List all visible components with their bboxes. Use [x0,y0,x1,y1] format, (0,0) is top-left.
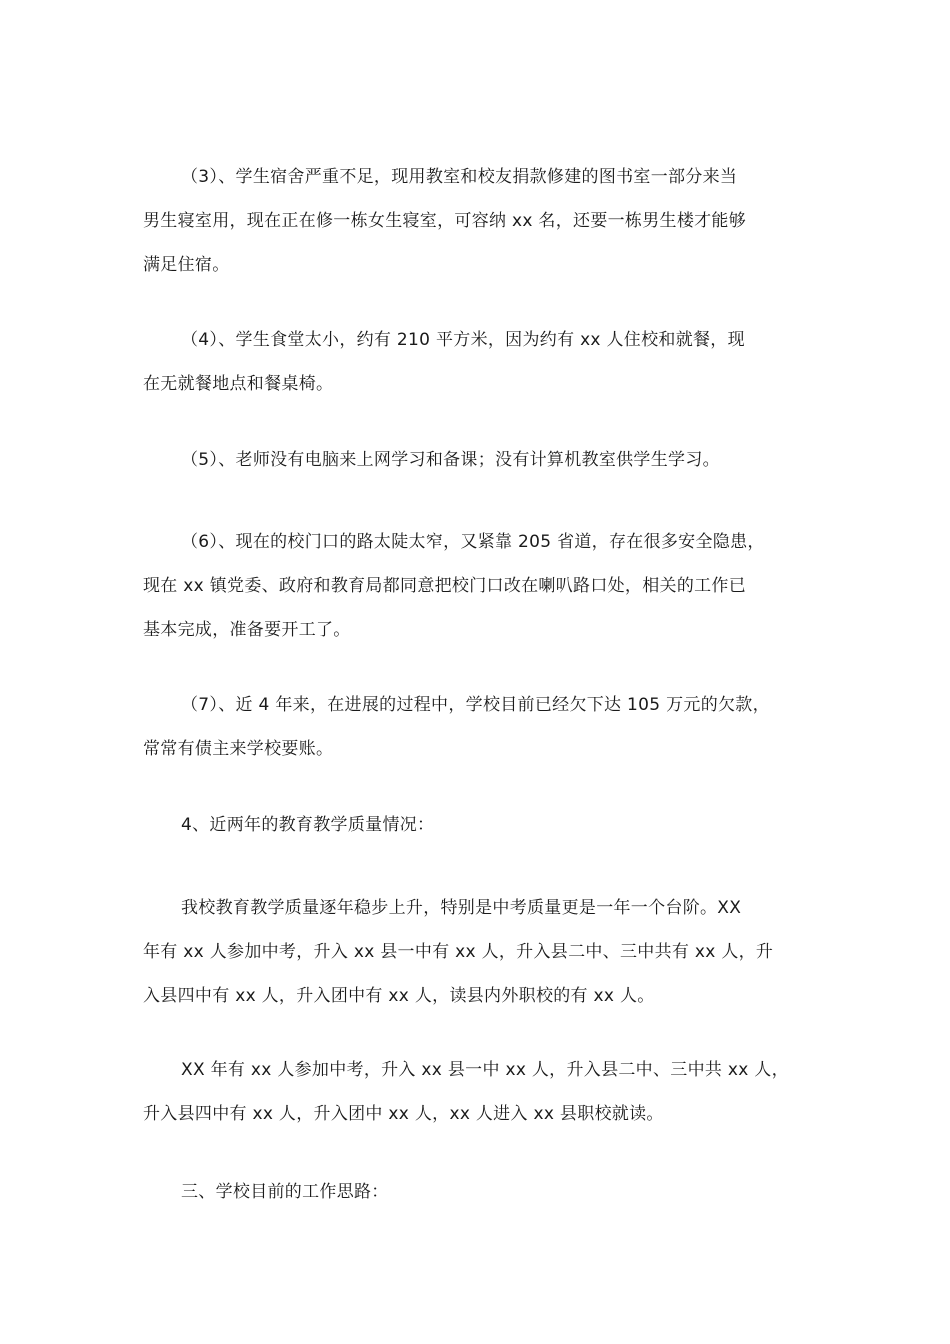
text-line: （7）、近 4 年来，在进展的过程中，学校目前已经欠下达 105 万元的欠款， [181,695,770,715]
text-line: 现在 xx 镇党委、政府和教育局都同意把校门口改在喇叭路口处，相关的工作已 [143,576,747,596]
paragraph-exam-results-2 [143,1048,823,1136]
section-heading-teaching-quality [143,803,823,847]
text-line: 男生寝室用，现在正在修一栋女生寝室，可容纳 xx 名，还要一栋男生楼才能够 [143,211,747,231]
text-line: 我校教育教学质量逐年稳步上升，特别是中考质量更是一年一个台阶。XX [181,898,742,918]
paragraph-exam-results-1 [143,886,823,1018]
text-line: 三、学校目前的工作思路： [181,1182,389,1202]
text-line: 入县四中有 xx 人，升入团中有 xx 人，读县内外职校的有 xx 人。 [143,986,655,1006]
text-line: （6）、现在的校门口的路太陡太窄，又紧靠 205 省道，存在很多安全隐患， [181,532,765,552]
text-line: （3）、学生宿舍严重不足，现用教室和校友捐款修建的图书室一部分来当 [181,167,738,187]
paragraph-canteen [143,318,823,406]
text-line: （5）、老师没有电脑来上网学习和备课；没有计算机教室供学生学习。 [181,450,720,470]
text-line: （4）、学生食堂太小，约有 210 平方米，因为约有 xx 人住校和就餐，现 [181,330,745,350]
text-line: XX 年有 xx 人参加中考，升入 xx 县一中 xx 人，升入县二中、三中共 xx 人， [181,1060,789,1080]
paragraph-debt [143,683,823,771]
text-line: 满足住宿。 [143,255,230,275]
text-line: 常常有债主来学校要账。 [143,739,334,759]
section-heading-work-plan [143,1170,823,1214]
text-line: 基本完成，准备要开工了。 [143,620,351,640]
paragraph-dormitory [143,155,823,287]
text-line: 在无就餐地点和餐桌椅。 [143,374,334,394]
paragraph-computers [143,438,823,482]
text-line: 4、近两年的教育教学质量情况： [181,815,435,835]
text-line: 年有 xx 人参加中考，升入 xx 县一中有 xx 人，升入县二中、三中共有 xx 人，升 [143,942,774,962]
text-line: 升入县四中有 xx 人，升入团中 xx 人，xx 人进入 xx 县职校就读。 [143,1104,664,1124]
paragraph-school-gate [143,520,823,652]
